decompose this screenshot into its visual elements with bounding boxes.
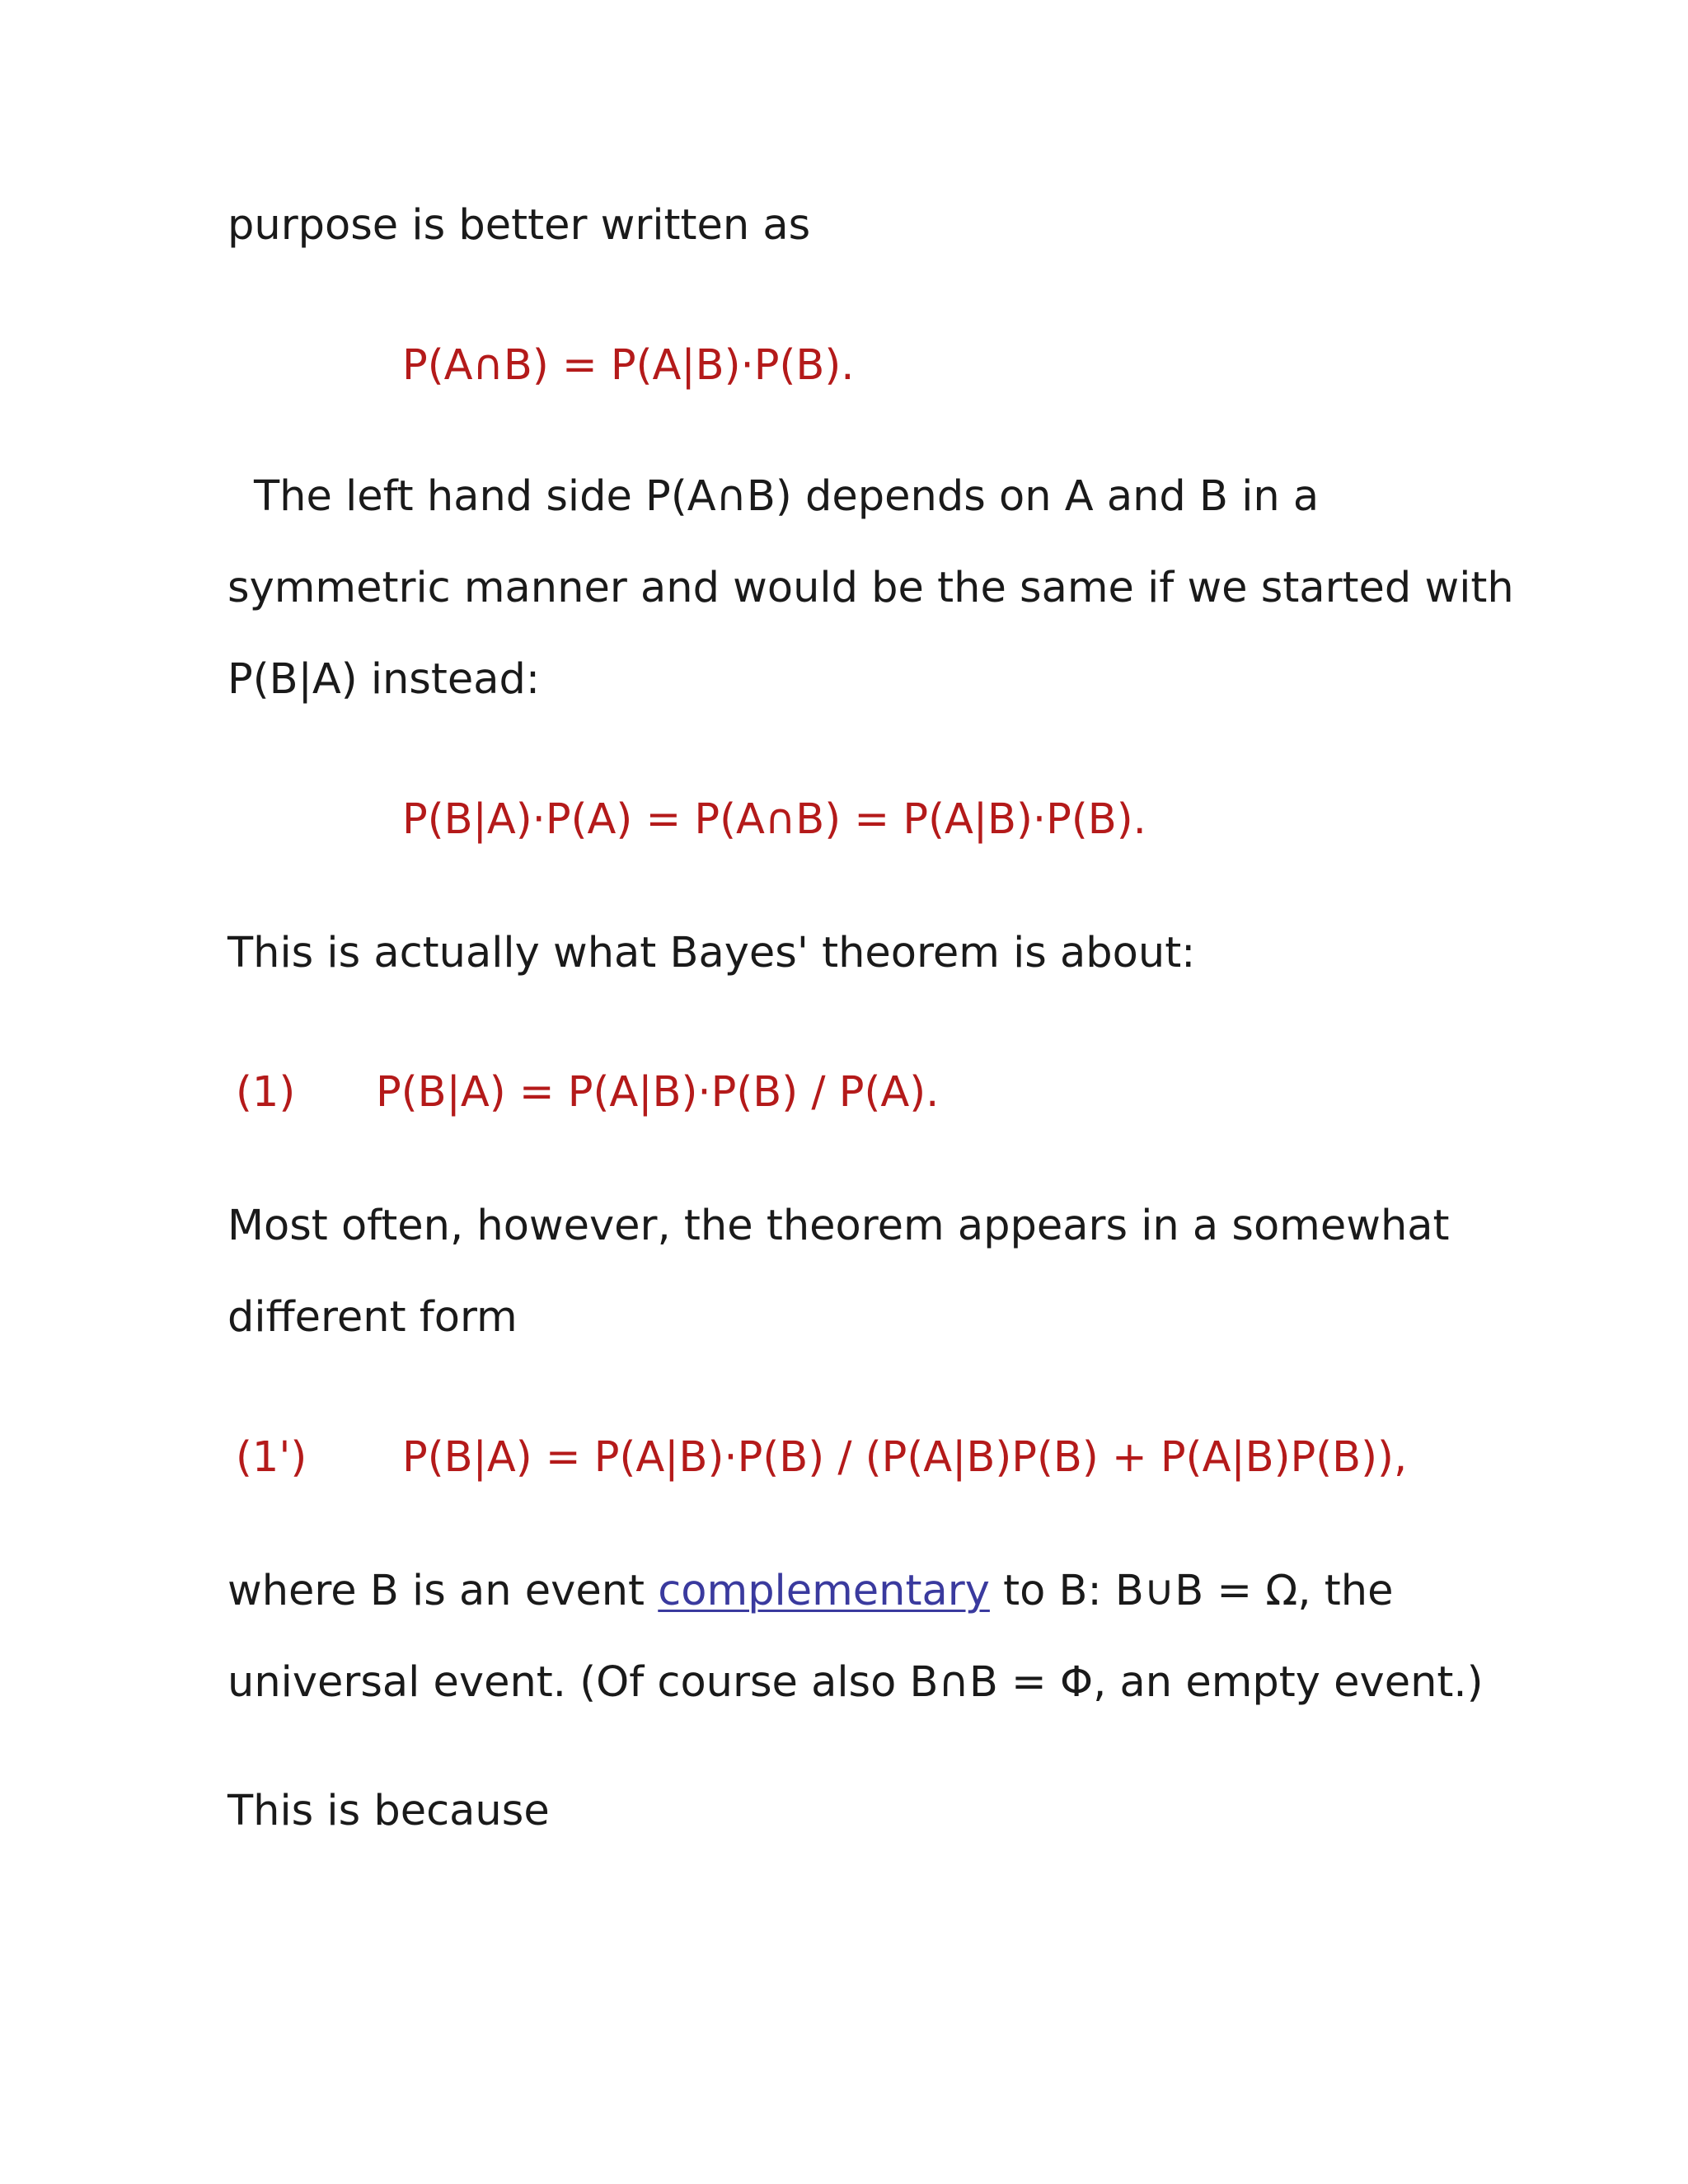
text-line-8 (227, 1567, 1394, 1615)
text-line-5: This is actually what Bayes' theorem is about: (227, 929, 1196, 977)
text-line-8-start: where B is an event (227, 1567, 659, 1615)
text-line-8-end: to B: B∪B = Ω, the (989, 1567, 1394, 1615)
text-line-3: symmetric manner and would be the same if we started with (227, 564, 1514, 612)
text-line-2: The left hand side P(A∩B) depends on A and B in a (254, 472, 1320, 521)
text-line-4: P(B|A) instead: (227, 655, 541, 704)
text-line-10: This is because (227, 1787, 550, 1835)
complementary-link[interactable]: complementary (658, 1567, 990, 1615)
equation-2-label: (1') (236, 1433, 307, 1482)
formula-line-2: P(B|A)·P(A) = P(A∩B) = P(A|B)·P(B). (402, 795, 1146, 844)
formula-line-1: P(A∩B) = P(A|B)·P(B). (402, 341, 855, 390)
equation-2: P(B|A) = P(A|B)·P(B) / (P(A|B)P(B) + P(A|B)P(B)), (402, 1433, 1408, 1482)
equation-1-label: (1) (236, 1068, 296, 1117)
text-line-1: purpose is better written as (227, 201, 811, 250)
text-line-7: different form (227, 1293, 518, 1342)
text-line-6: Most often, however, the theorem appears in a somewhat (227, 1202, 1450, 1250)
text-line-9: universal event. (Of course also B∩B = Φ, an empty event.) (227, 1658, 1484, 1707)
equation-1: P(B|A) = P(A|B)·P(B) / P(A). (376, 1068, 940, 1117)
